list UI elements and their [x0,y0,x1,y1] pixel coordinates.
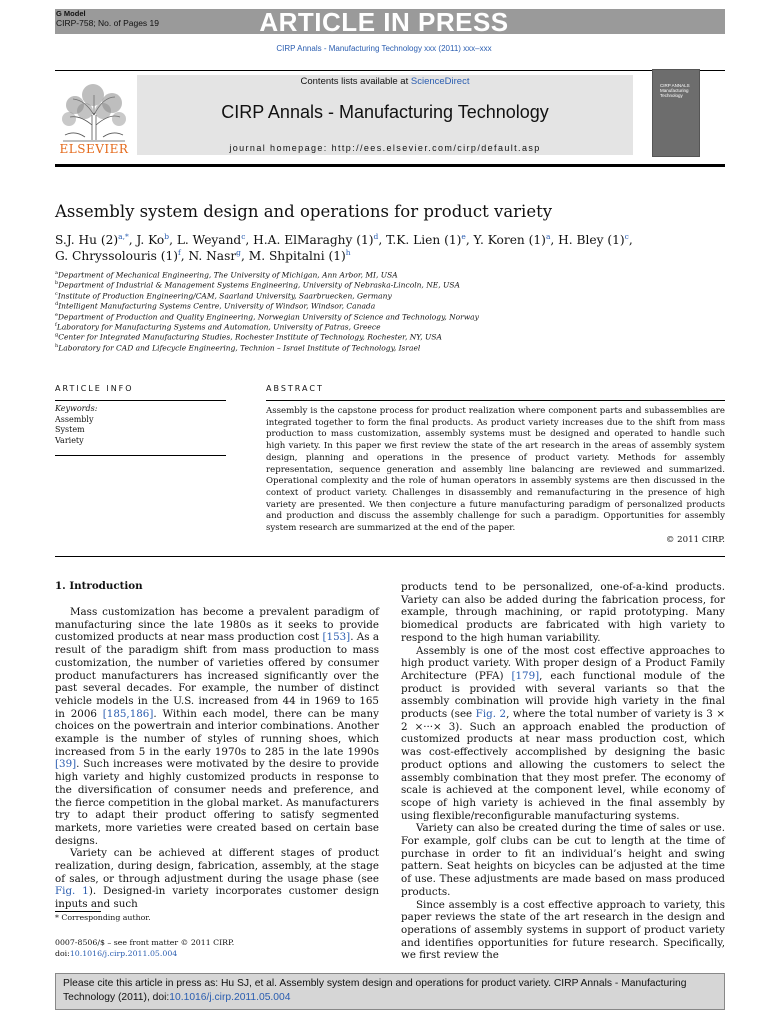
paragraph-text: ). Designed-in variety incorporates customer design inputs and such [55,885,379,911]
abstract-bottom-rule [55,556,725,557]
paragraph: Variety can also be created during the time of sales or use. For example, golf clubs can be cut to length at the time of purchase in order to fit an individual’s height and swing pattern. Seat heights on bicycles can be adjusted at the time of use. These adjustments are made based on mass produced products. [401,822,725,898]
copyright-notice: © 2011 CIRP. [665,535,725,545]
paragraph [55,606,379,847]
author-name: , H. Bley (1) [550,233,625,248]
paragraph-text: . Such increases were motivated by the desire to provide high variety and highly customized products in response to the diversification of consumer needs and preference, and the fierce competition in the global market. As manufacturers try to adapt their product offering to satisfy segmented markets, more varieties were created based on certain base designs. [55,758,379,847]
author-list-line-1 [55,232,633,247]
affiliation-marker[interactable]: h [345,248,351,257]
affiliation-key: g [55,332,59,339]
citation-link[interactable]: [179] [511,669,540,682]
publisher-name: ELSEVIER [59,142,129,156]
affiliation-marker[interactable]: c [624,232,629,241]
g-model-label: G Model [56,9,86,18]
affiliation-text: Laboratory for Manufacturing Systems and Automation, University of Patras, Greece [56,322,381,332]
affiliation-marker[interactable]: g [236,248,241,257]
header-bottom-rule [55,164,725,167]
contents-availability [137,76,633,87]
journal-homepage[interactable]: journal homepage: http://ees.elsevier.com/cirp/default.asp [229,143,541,153]
footnote-rule [55,911,101,912]
author-name: , L. Weyand [169,233,242,248]
abstract-rule [266,400,725,401]
doi-line [55,948,234,959]
author-name: , [628,233,633,248]
citation-link[interactable]: [39] [55,758,77,771]
affiliation-key: d [55,301,59,308]
paragraph-text: , where the total number of variety is 3 × 2 ×···× 3). Such an approach enabled the production of customized products at near mass production cost, which was cost-effectively accomplished by designing the basic product options and allowing the customers to select the assembly combination that they most prefer. The economy of scale is achieved at the component level, while economy of scope of high variety is achieved in the final assembly by using flexible/reconfigurable manufacturing systems. [401,708,725,822]
affiliation-marker[interactable]: f [177,248,181,257]
author-name: , Y. Koren (1) [465,233,546,248]
header-top-rule [55,70,725,71]
doi-link[interactable]: 10.1016/j.cirp.2011.05.004 [69,949,178,958]
article-title: Assembly system design and operations for product variety [55,202,553,221]
affiliation-marker[interactable]: e [461,232,466,241]
document-id: CIRP-758; No. of Pages 19 [56,18,160,28]
paragraph-text: Mass customization has become a prevalent paradigm of manufacturing since the late 1980s as it seeks to provide customized products at near mass production cost [55,606,379,644]
affiliation-key: f [55,322,57,328]
contents-prefix: Contents lists available at [300,76,411,87]
affiliation-text: Department of Industrial & Management Systems Engineering, University of Nebraska-Lincoln, NE, USA [58,280,460,290]
citation-doi-link[interactable]: 10.1016/j.cirp.2011.05.004 [169,991,291,1003]
affiliation-text: Intelligent Manufacturing Systems Centre, University of Windsor, Windsor, Canada [58,301,376,311]
affiliation-marker[interactable]: b [164,232,170,241]
journal-cover-text: CIRP ANNALS Manufacturing Technology [660,83,690,98]
author-name: , T.K. Lien (1) [378,233,462,248]
affiliation-marker[interactable]: d [373,232,379,241]
keywords-label: Keywords: [55,404,98,413]
paragraph: products tend to be personalized, one-of-a-kind products. Variety can also be added during the fabrication process, for example, through machining, or rapid prototyping. Many biomedical products are fabricated with high variety to respond to the high human variability. [401,581,725,644]
journal-title: CIRP Annals - Manufacturing Technology [221,102,549,122]
citation-link[interactable]: [153] [322,631,351,644]
paragraph-text: . As a result of the paradigm shift from mass production to mass customization, the number of varieties offered by consumer product manufacturers has increased significantly over the past several decades. For example, the number of distinct vehicle models in the U.S. increased from 44 in 1969 to 165 in 2006 [55,631,379,720]
keyword-item: System [55,425,85,434]
affiliation-key: c [55,290,58,297]
affiliation-key: a [55,270,58,276]
citation-body: Please cite this article in press as: Hu SJ, et al. Assembly system design and operations for product variety. CIRP Annals - Manufacturing Technology (2011), doi: [63,978,687,1003]
doi-prefix: doi: [55,949,70,958]
author-name: , N. Nasr [180,249,237,264]
affiliation-text: Department of Mechanical Engineering, The University of Michigan, Ann Arbor, MI, USA [57,270,398,280]
keywords-block [55,404,97,446]
paragraph: Since assembly is a cost effective approach to variety, this paper reviews the state of the art research in the design and operations of assembly systems in support of product variety and identifies opportunities for future research. Specifically, we first review the [401,898,725,962]
affiliation-text: Center for Integrated Manufacturing Studies, Rochester Institute of Technology, Rochester, NY, USA [58,332,442,342]
affiliation-marker[interactable]: c [241,232,246,241]
author-name: , H.A. ElMaraghy (1) [245,233,374,248]
front-matter [55,937,234,959]
author-name: G. Chryssolouris (1) [55,249,178,264]
article-info-rule [55,400,226,401]
author-name: , J. Ko [128,233,165,248]
article-info-heading: ARTICLE INFO [55,384,134,393]
paragraph-text: , each functional module of the product is provided with several variants so that the assembly combination will provide high variety in the final products (see [401,669,725,721]
abstract-heading: ABSTRACT [266,384,324,393]
affiliation-text: Department of Production and Quality Engineering, Norwegian University of Science and Technology, Norway [57,312,479,322]
citation-text [63,977,719,1004]
keyword-item: Variety [55,435,84,445]
front-matter-issn: 0007-8506/$ – see front matter © 2011 CIRP. [55,938,235,947]
paragraph-text: Assembly is one of the most cost effective approaches to high product variety. With proper design of a Product Family Architecture (PFA) [401,644,725,682]
paragraph-text: Variety can be achieved at different stages of product realization, during design, fabrication, assembly, at the stage of sales, or through adjustment during the usage phase (see [55,847,379,885]
affiliation-marker[interactable]: a [545,232,551,241]
article-status: ARTICLE IN PRESS [259,7,509,37]
figure-link[interactable]: Fig. 1 [55,885,89,898]
affiliation-key: b [55,280,59,287]
affiliation-text: Institute of Production Engineering/CAM, Saarland University, Saarbruecken, Germany [57,291,392,301]
author-name: S.J. Hu (2) [55,233,119,248]
figure-link[interactable]: Fig. 2 [475,708,507,721]
affiliation-key: h [55,342,59,349]
paragraph [401,645,725,823]
affiliation-text: Laboratory for CAD and Lifecycle Engineering, Technion – Israel Institute of Technology, Israel [58,343,421,353]
keyword-item: Assembly [55,414,94,424]
body-column-left [55,606,379,911]
body-column-right [401,581,725,962]
keywords-bottom-rule [55,455,226,456]
affiliation-key: e [55,311,58,318]
sciencedirect-link[interactable]: ScienceDirect [410,76,470,87]
abstract-text: Assembly is the capstone process for product realization where component parts and subassemblies are integrated together to form the final products. As product variety increases due to the shift from mass production to mass customization, assembly systems must be designed and operated to handle such high variety. In this paper we first review the state of the art research in the areas of assembly system design, planning and operations in the presence of product variety. Methods for assembly representation, sequence generation and assembly line balancing are reviewed and summarized. Operational complexity and the role of human operators in assembly systems are then discussed in the context of product variety. Challenges in disassembly and remanufacturing in the presence of high variety are presented. We then conjecture a future manufacturing paradigm of personalized products and production and discuss the assembly challenge for such a paradigm. Opportunities for assembly system research are summarized at the end of the paper. [266,406,725,534]
affiliation-item [55,342,420,353]
corresponding-author-footnote: * Corresponding author. [55,913,151,922]
affiliation-marker[interactable]: a,* [118,232,129,241]
citation-link[interactable]: [185,186] [102,707,154,720]
author-list-line-2 [55,248,351,263]
paragraph [55,847,379,911]
paragraph-text: . Within each model, there can be many choices on the powertrain and interior combinations. Another example is the number of styles of running shoes, which increased from 5 in the early 1970s to 285 in the late 1990s [55,707,379,758]
journal-reference-link[interactable]: CIRP Annals - Manufacturing Technology xxx (2011) xxx–xxx [276,44,492,53]
author-name: , M. Shpitalni (1) [240,249,346,264]
section-heading-introduction: 1. Introduction [55,580,143,592]
